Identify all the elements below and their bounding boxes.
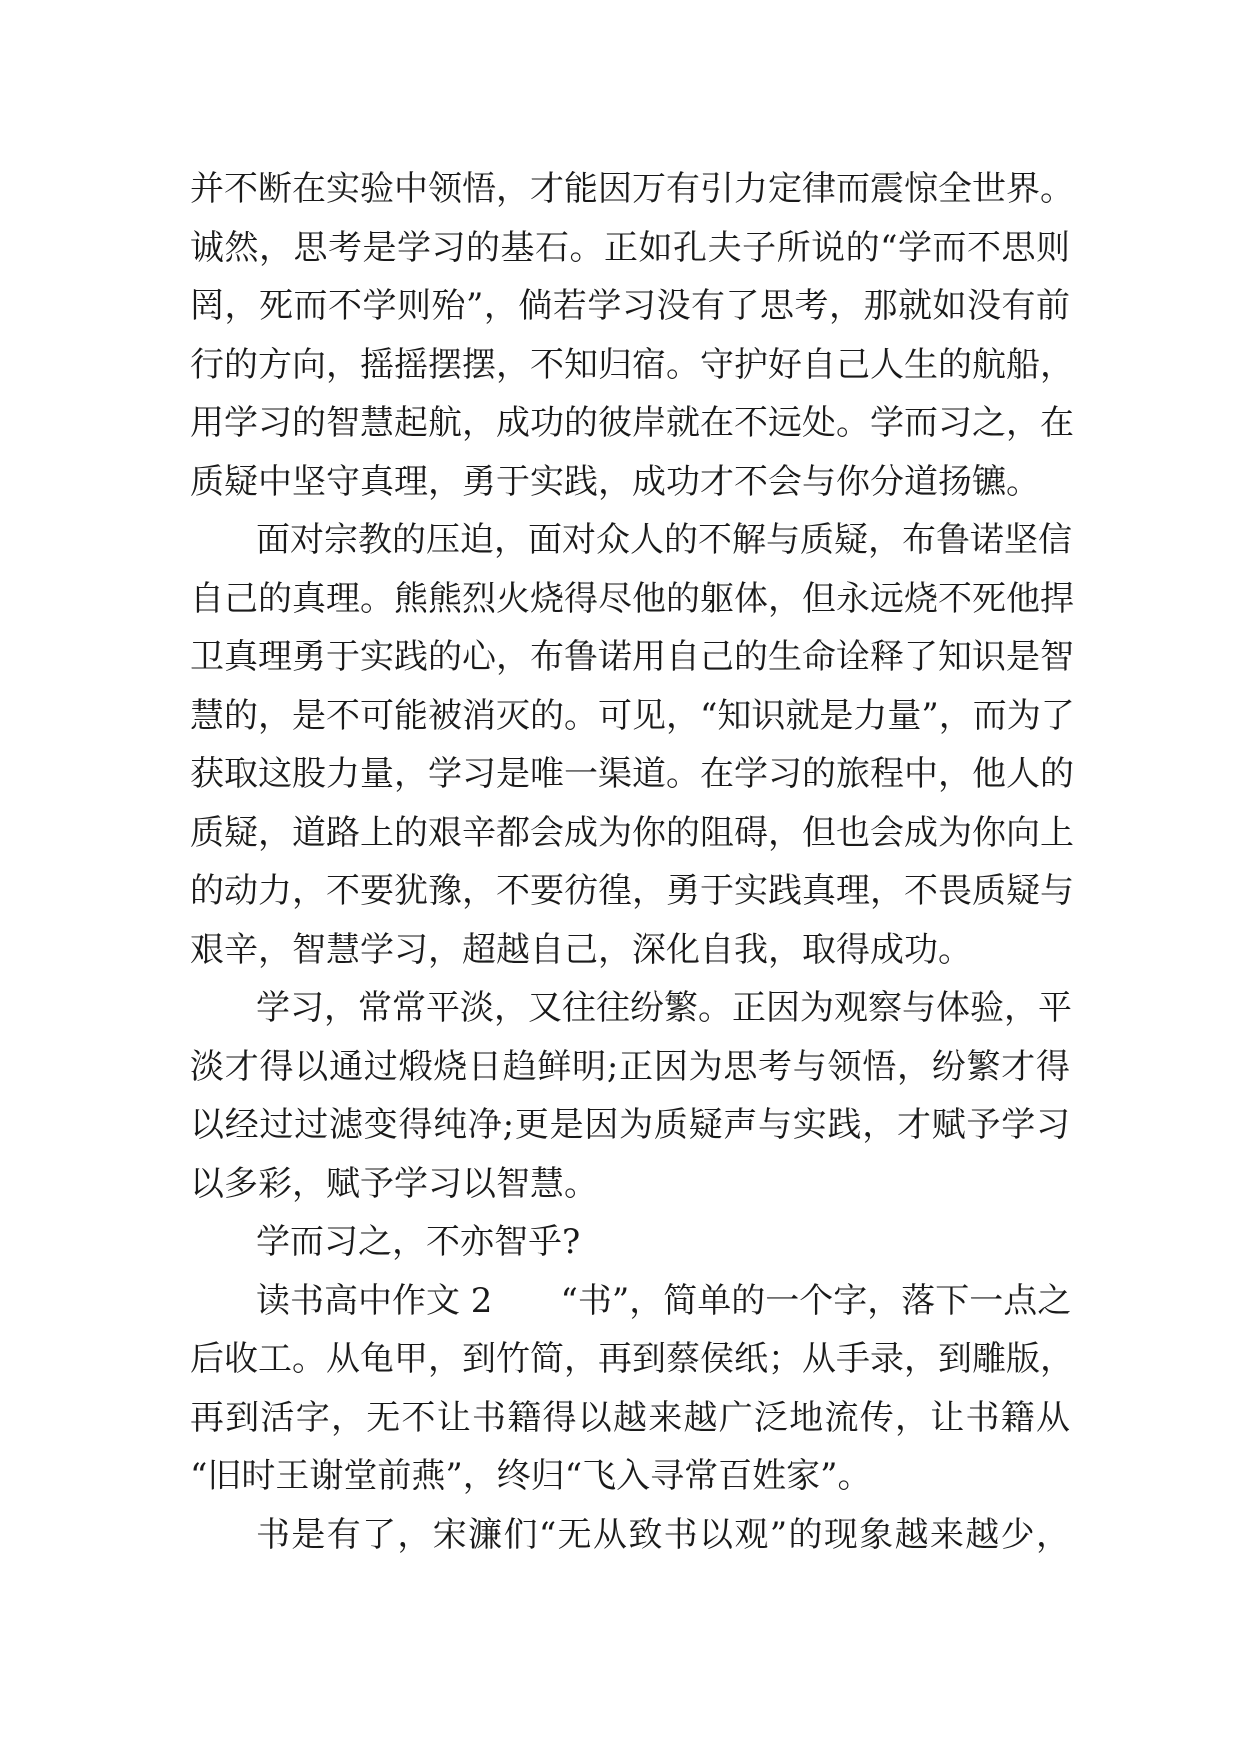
paragraph-first-line: 学而习之，不亦智乎? xyxy=(256,1222,581,1262)
text-line: 艰辛，智慧学习，超越自己，深化自我，取得成功。 xyxy=(190,929,972,970)
text-line: 用学习的智慧起航，成功的彼岸就在不远处。学而习之，在 xyxy=(190,403,1074,443)
text-line: 质疑，道路上的艰辛都会成为你的阻碍，但也会成为你向上 xyxy=(190,812,1074,853)
paragraph-first-line: 书是有了，宋濂们“无从致书以观”的现象越来越少， xyxy=(256,1514,1070,1555)
text-line: 自己的真理。熊熊烈火烧得尽他的躯体，但永远烧不死他捍 xyxy=(190,578,1074,619)
paragraph-first-line: 学习，常常平淡，又往往纷繁。正因为观察与体验，平 xyxy=(256,988,1072,1028)
document-body xyxy=(190,160,1075,1564)
text-line: 卫真理勇于实践的心，布鲁诺用自己的生命诠释了知识是智 xyxy=(190,637,1074,677)
text-line: 以多彩，赋予学习以智慧。 xyxy=(190,1163,598,1204)
text-line: 获取这股力量，学习是唯一渠道。在学习的旅程中，他人的 xyxy=(190,754,1074,794)
text-line: 再到活字，无不让书籍得以越来越广泛地流传，让书籍从 xyxy=(190,1397,1070,1438)
text-line: 质疑中坚守真理，勇于实践，成功才不会与你分道扬镳。 xyxy=(190,461,1040,502)
text-line: 以经过过滤变得纯净;更是因为质疑声与实践，才赋予学习 xyxy=(190,1105,1070,1145)
paragraph-first-line: 面对宗教的压迫，面对众人的不解与质疑，布鲁诺坚信 xyxy=(256,520,1072,560)
text-line: 罔，死而不学则殆”，倘若学习没有了思考，那就如没有前 xyxy=(190,286,1070,326)
text-line: 并不断在实验中领悟，才能因万有引力定律而震惊全世界。 xyxy=(190,169,1074,209)
text-line: “旧时王谢堂前燕”，终归“飞入寻常百姓家”。 xyxy=(190,1456,872,1496)
text-line: 淡才得以通过煅烧日趋鲜明;正因为思考与领悟，纷繁才得 xyxy=(190,1046,1070,1087)
text-line: 行的方向，摇摇摆摆，不知归宿。守护好自己人生的航船， xyxy=(190,344,1074,385)
text-line: 后收工。从龟甲，到竹简，再到蔡侯纸；从手录，到雕版， xyxy=(190,1339,1074,1379)
text-line: 诚然，思考是学习的基石。正如孔夫子所说的“学而不思则 xyxy=(190,227,1070,268)
text-line: 慧的，是不可能被消灭的。可见，“知识就是力量”，而为了 xyxy=(190,695,1075,736)
essay-heading-line: 读书高中作文 2 “书”，简单的一个字，落下一点之 xyxy=(256,1280,1072,1321)
text-line: 的动力，不要犹豫，不要彷徨，勇于实践真理，不畏质疑与 xyxy=(190,871,1074,911)
